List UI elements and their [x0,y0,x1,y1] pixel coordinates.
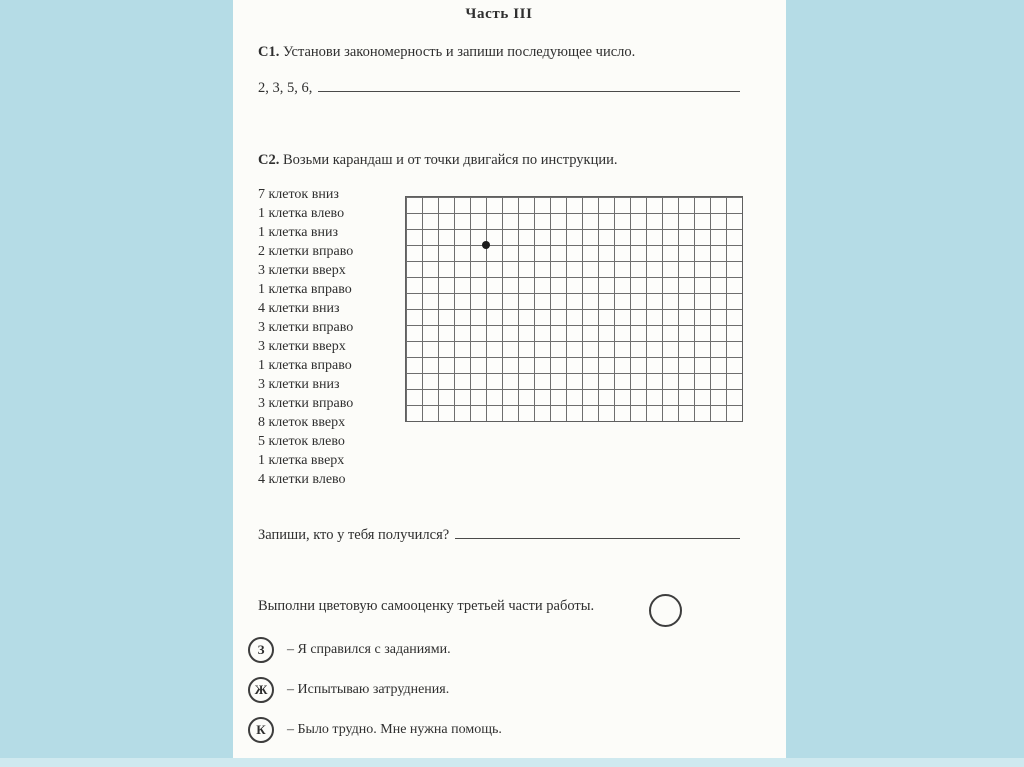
assessment-option-yellow [248,677,748,703]
task-c1 [258,44,740,61]
page-title: Часть III [465,6,533,22]
instruction-step: 1 клетка вправо [258,358,352,373]
task-c1-prompt: Установи закономерность и запиши последующее число. [282,44,636,60]
option-text: – Было трудно. Мне нужна помощь. [287,722,502,737]
letter-circle: З [248,637,274,663]
drawing-grid [405,196,743,422]
instruction-step: 4 клетки влево [258,472,346,487]
instruction-step: 3 клетки вверх [258,339,346,354]
instruction-step: 4 клетки вниз [258,301,340,316]
instruction-step: 2 клетки вправо [258,244,354,259]
answer-prompt: Запиши, кто у тебя получился? [258,527,450,543]
answer-blank-c1 [318,77,740,92]
letter-circle: К [248,717,274,743]
instruction-step: 3 клетки вниз [258,377,340,392]
assessment-option-red [248,717,748,743]
instruction-list [258,185,404,489]
option-text: – Я справился с заданиями. [287,642,451,657]
instruction-step: 8 клеток вверх [258,415,346,430]
instruction-step: 1 клетка вправо [258,282,352,297]
option-text: – Испытываю затруднения. [287,682,450,697]
bottom-edge-highlight [0,758,1024,767]
self-assessment-row [258,598,740,615]
instruction-step: 1 клетка влево [258,206,345,221]
worksheet-page [233,0,786,767]
self-assessment-prompt: Выполни цветовую самооценку третьей части работы. [258,598,595,614]
task-c2-answer-row [258,524,740,544]
instruction-step: 3 клетки вправо [258,320,354,335]
start-dot [482,241,490,249]
instruction-step: 3 клетки вверх [258,263,346,278]
instruction-step: 1 клетка вверх [258,453,345,468]
instruction-step: 1 клетка вниз [258,225,339,240]
sequence-text: 2, 3, 5, 6, [258,80,313,96]
instruction-step: 5 клеток влево [258,434,345,449]
task-c2-prompt: Возьми карандаш и от точки двигайся по инструкции. [282,152,618,168]
assessment-option-green [248,637,748,663]
task-c2-label: С2. [258,152,280,168]
instruction-step: 7 клеток вниз [258,187,339,202]
task-c1-label: С1. [258,44,280,60]
letter-circle: Ж [248,677,274,703]
instruction-step: 3 клетки вправо [258,396,354,411]
answer-blank-c2 [455,524,740,539]
task-c2 [258,152,740,169]
self-assessment-circle [649,594,682,627]
task-c1-sequence-row [258,77,740,97]
